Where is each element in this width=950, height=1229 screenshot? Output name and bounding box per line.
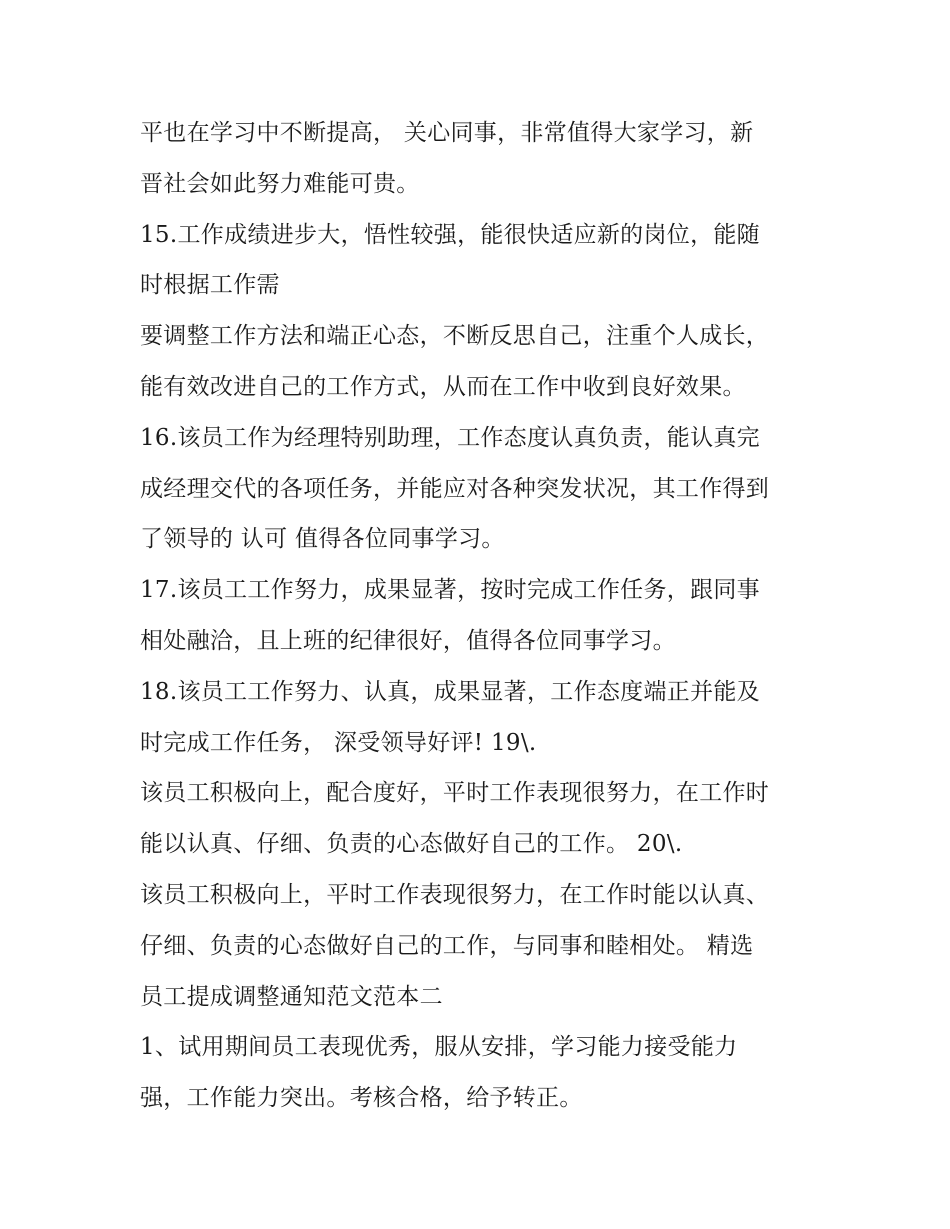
text-line: 能有效改进自己的工作方式，从而在工作中收到良好效果。: [140, 373, 746, 400]
text-line: 时根据工作需: [140, 272, 280, 299]
text-line: 17.该员工工作努力，成果显著，按时完成工作任务，跟同事: [140, 577, 760, 604]
text-line: 相处融洽，且上班的纪律很好，值得各位同事学习。: [140, 627, 676, 654]
document-page: [140, 108, 830, 1124]
text-line: 仔细、负责的心态做好自己的工作，与同事和睦相处。 精选: [140, 932, 754, 959]
text-line: 1、试用期间员工表现优秀，服从安排，学习能力接受能力: [140, 1034, 738, 1061]
text-line: 成经理交代的各项任务，并能应对各种突发状况，其工作得到: [140, 475, 770, 502]
text-line: 该员工积极向上，配合度好，平时工作表现很努力，在工作时: [140, 780, 770, 807]
text-line: 平也在学习中不断提高， 关心同事，非常值得大家学习，新: [140, 120, 754, 146]
text-line: 15.工作成绩进步大，悟性较强，能很快适应新的岗位，能随: [140, 221, 760, 248]
text-line: 强，工作能力突出。考核合格，给予转正。: [140, 1085, 583, 1112]
text-line: 16.该员工作为经理特别助理，工作态度认真负责，能认真完: [140, 424, 760, 451]
section-heading: 员工提成调整通知范文范本二: [140, 983, 443, 1010]
text-line: 了领导的 认可 值得各位同事学习。: [140, 526, 505, 553]
text-line: 该员工积极向上，平时工作表现很努力，在工作时能以认真、: [140, 881, 770, 908]
text-line: 要调整工作方法和端正心态，不断反思自己，注重个人成长，: [140, 323, 770, 350]
text-line: 能以认真、仔细、负责的心态做好自己的工作。 20\.: [140, 831, 683, 858]
text-line: 18.该员工工作努力、认真，成果显著，工作态度端正并能及: [140, 678, 760, 705]
text-line: 晋社会如此努力难能可贵。: [140, 170, 420, 197]
text-line: 时完成工作任务， 深受领导好评! 19\.: [140, 729, 537, 756]
